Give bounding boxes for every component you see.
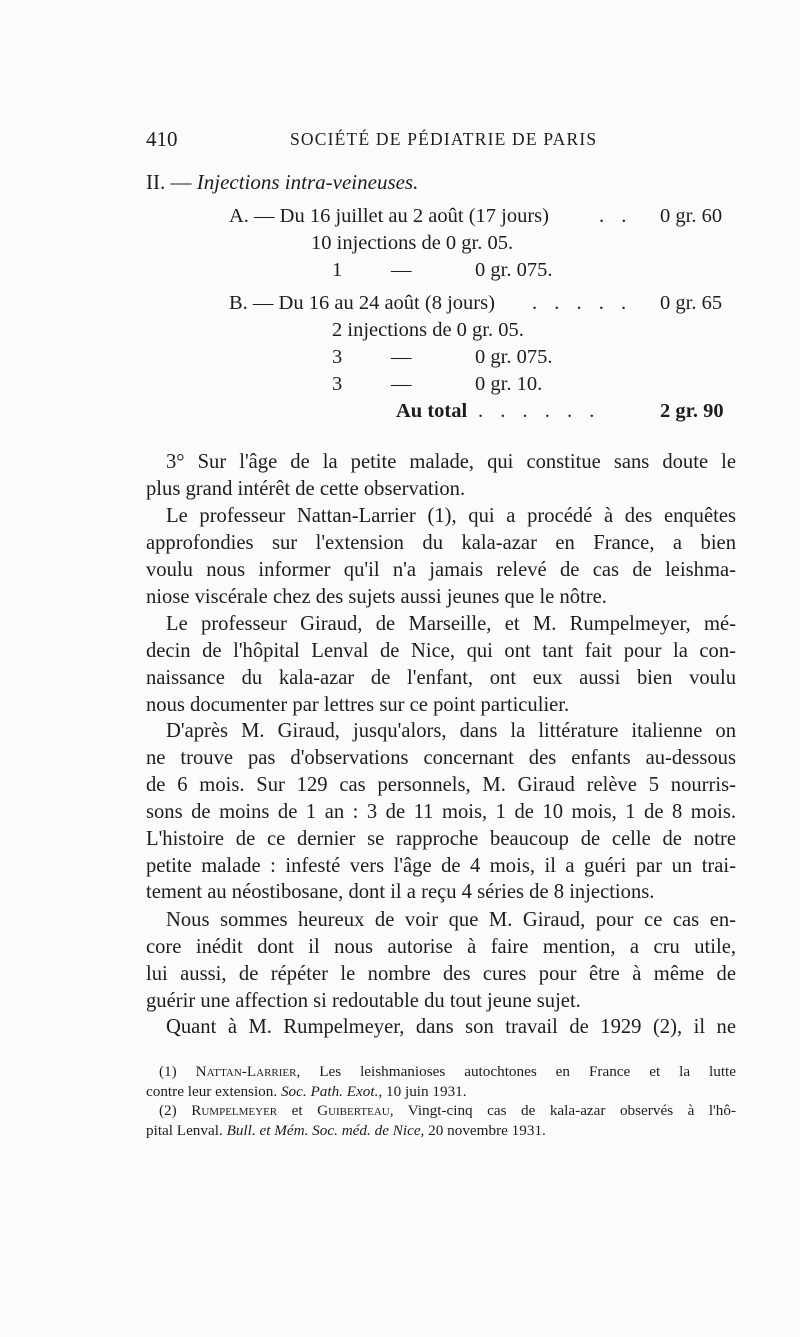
paragraph-rumpelmeyer [146, 1014, 736, 1041]
section-title: Injections intra-veineuses. [196, 170, 419, 194]
total-value: 2 gr. 90 [660, 400, 724, 422]
footnote-line: (1) Nattan-Larrier, Les leishmanioses autochtones en France et la lutte [159, 1063, 736, 1080]
paragraph-cures [146, 907, 736, 1015]
text-line: plus grand intérêt de cette observation. [146, 477, 466, 500]
text-line: petite malade : infesté vers l'âge de 4 mois, il a guéri par un trai- [146, 854, 736, 877]
footnote-line: contre leur extension. Soc. Path. Exot., 10 juin 1931. [146, 1082, 467, 1100]
injection-a-sub1: 10 injections de 0 gr. 05. [311, 232, 514, 254]
injection-a-sub2-count: 1 [332, 259, 343, 281]
paragraph-giraud-cases [146, 718, 736, 906]
injection-b-sub2-dash: — [391, 346, 412, 368]
injection-b-total: 0 gr. 65 [660, 292, 723, 314]
paragraph-giraud-rumpelmeyer [146, 611, 736, 719]
text-line: decin de l'hôpital Lenval de Nice, qui ont tant fait pour la con- [146, 639, 736, 662]
text-line: D'après M. Giraud, jusqu'alors, dans la littérature italienne on [166, 720, 736, 742]
text-line: 3° Sur l'âge de la petite malade, qui constitue sans doute le [166, 451, 736, 473]
running-title: SOCIÉTÉ DE PÉDIATRIE DE PARIS [290, 129, 598, 149]
injection-b-sub1: 2 injections de 0 gr. 05. [332, 319, 524, 341]
footnote-line: (2) Rumpelmeyer et Guiberteau, Vingt-cinq cas de kala-azar observés à l'hô- [159, 1102, 737, 1119]
text-line: Le professeur Nattan-Larrier (1), qui a procédé à des enquêtes [166, 505, 736, 527]
injection-b-sub3-dash: — [391, 373, 412, 395]
text-line: tement au néostibosane, dont il a reçu 4 séries de 8 injections. [146, 881, 655, 904]
paragraph-age [146, 449, 736, 503]
text-line: de 6 mois. Sur 129 cas personnels, M. Giraud relève 5 nourris- [146, 773, 736, 796]
injection-b-dots: . . . . . [532, 292, 633, 314]
footnote-line: pital Lenval. Bull. et Mém. Soc. méd. de Nice, 20 novembre 1931. [146, 1121, 546, 1139]
injection-a-sub2-dose: 0 gr. 075. [475, 259, 553, 281]
text-line: lui aussi, de répéter le nombre des cures pour être à même de [146, 962, 736, 985]
text-line: nous documenter par lettres sur ce point particulier. [146, 693, 570, 716]
injection-b-sub2-dose: 0 gr. 075. [475, 346, 553, 368]
total-dots: . . . . . . [478, 400, 601, 422]
paragraph-nattan-larrier [146, 503, 736, 611]
footnote-2 [146, 1101, 736, 1140]
injection-b-sub3-dose: 0 gr. 10. [475, 373, 543, 395]
text-line: L'histoire de ce dernier se rapproche beaucoup de celle de notre [146, 827, 736, 850]
injection-a-label: A. — Du 16 juillet au 2 août (17 jours) [229, 205, 549, 227]
text-line: Le professeur Giraud, de Marseille, et M. Rumpelmeyer, mé- [166, 613, 736, 635]
injection-b-label: B. — Du 16 au 24 août (8 jours) [229, 292, 495, 314]
text-line: core inédit dont il nous autorise à faire mention, a cru utile, [146, 935, 736, 958]
injection-a-total: 0 gr. 60 [660, 205, 723, 227]
text-line: niose viscérale chez des sujets aussi jeunes que le nôtre. [146, 585, 607, 608]
text-line: ne trouve pas d'observations concernant des enfants au-dessous [146, 746, 736, 769]
footnote-1 [146, 1062, 736, 1101]
page-number: 410 [146, 127, 178, 151]
injection-b-sub2-count: 3 [332, 346, 343, 368]
injection-a-sub2-dash: — [391, 259, 412, 281]
total-label: Au total [396, 400, 468, 422]
section-heading [146, 170, 418, 195]
text-line: approfondies sur l'extension du kala-azar en France, a bien [146, 531, 736, 554]
section-number: II. — [146, 170, 192, 194]
injection-a-dots: . . [599, 205, 633, 227]
injection-b-sub3-count: 3 [332, 373, 343, 395]
text-line: naissance du kala-azar de l'enfant, ont eux aussi bien voulu [146, 666, 736, 689]
text-line: Nous sommes heureux de voir que M. Giraud, pour ce cas en- [166, 909, 736, 931]
text-line: Quant à M. Rumpelmeyer, dans son travail de 1929 (2), il ne [166, 1016, 736, 1038]
text-line: guérir une affection si redoutable du tout jeune sujet. [146, 989, 581, 1012]
text-line: sons de moins de 1 an : 3 de 11 mois, 1 de 10 mois, 1 de 8 mois. [146, 800, 736, 823]
text-line: voulu nous informer qu'il n'a jamais relevé de cas de leishma- [146, 558, 736, 581]
